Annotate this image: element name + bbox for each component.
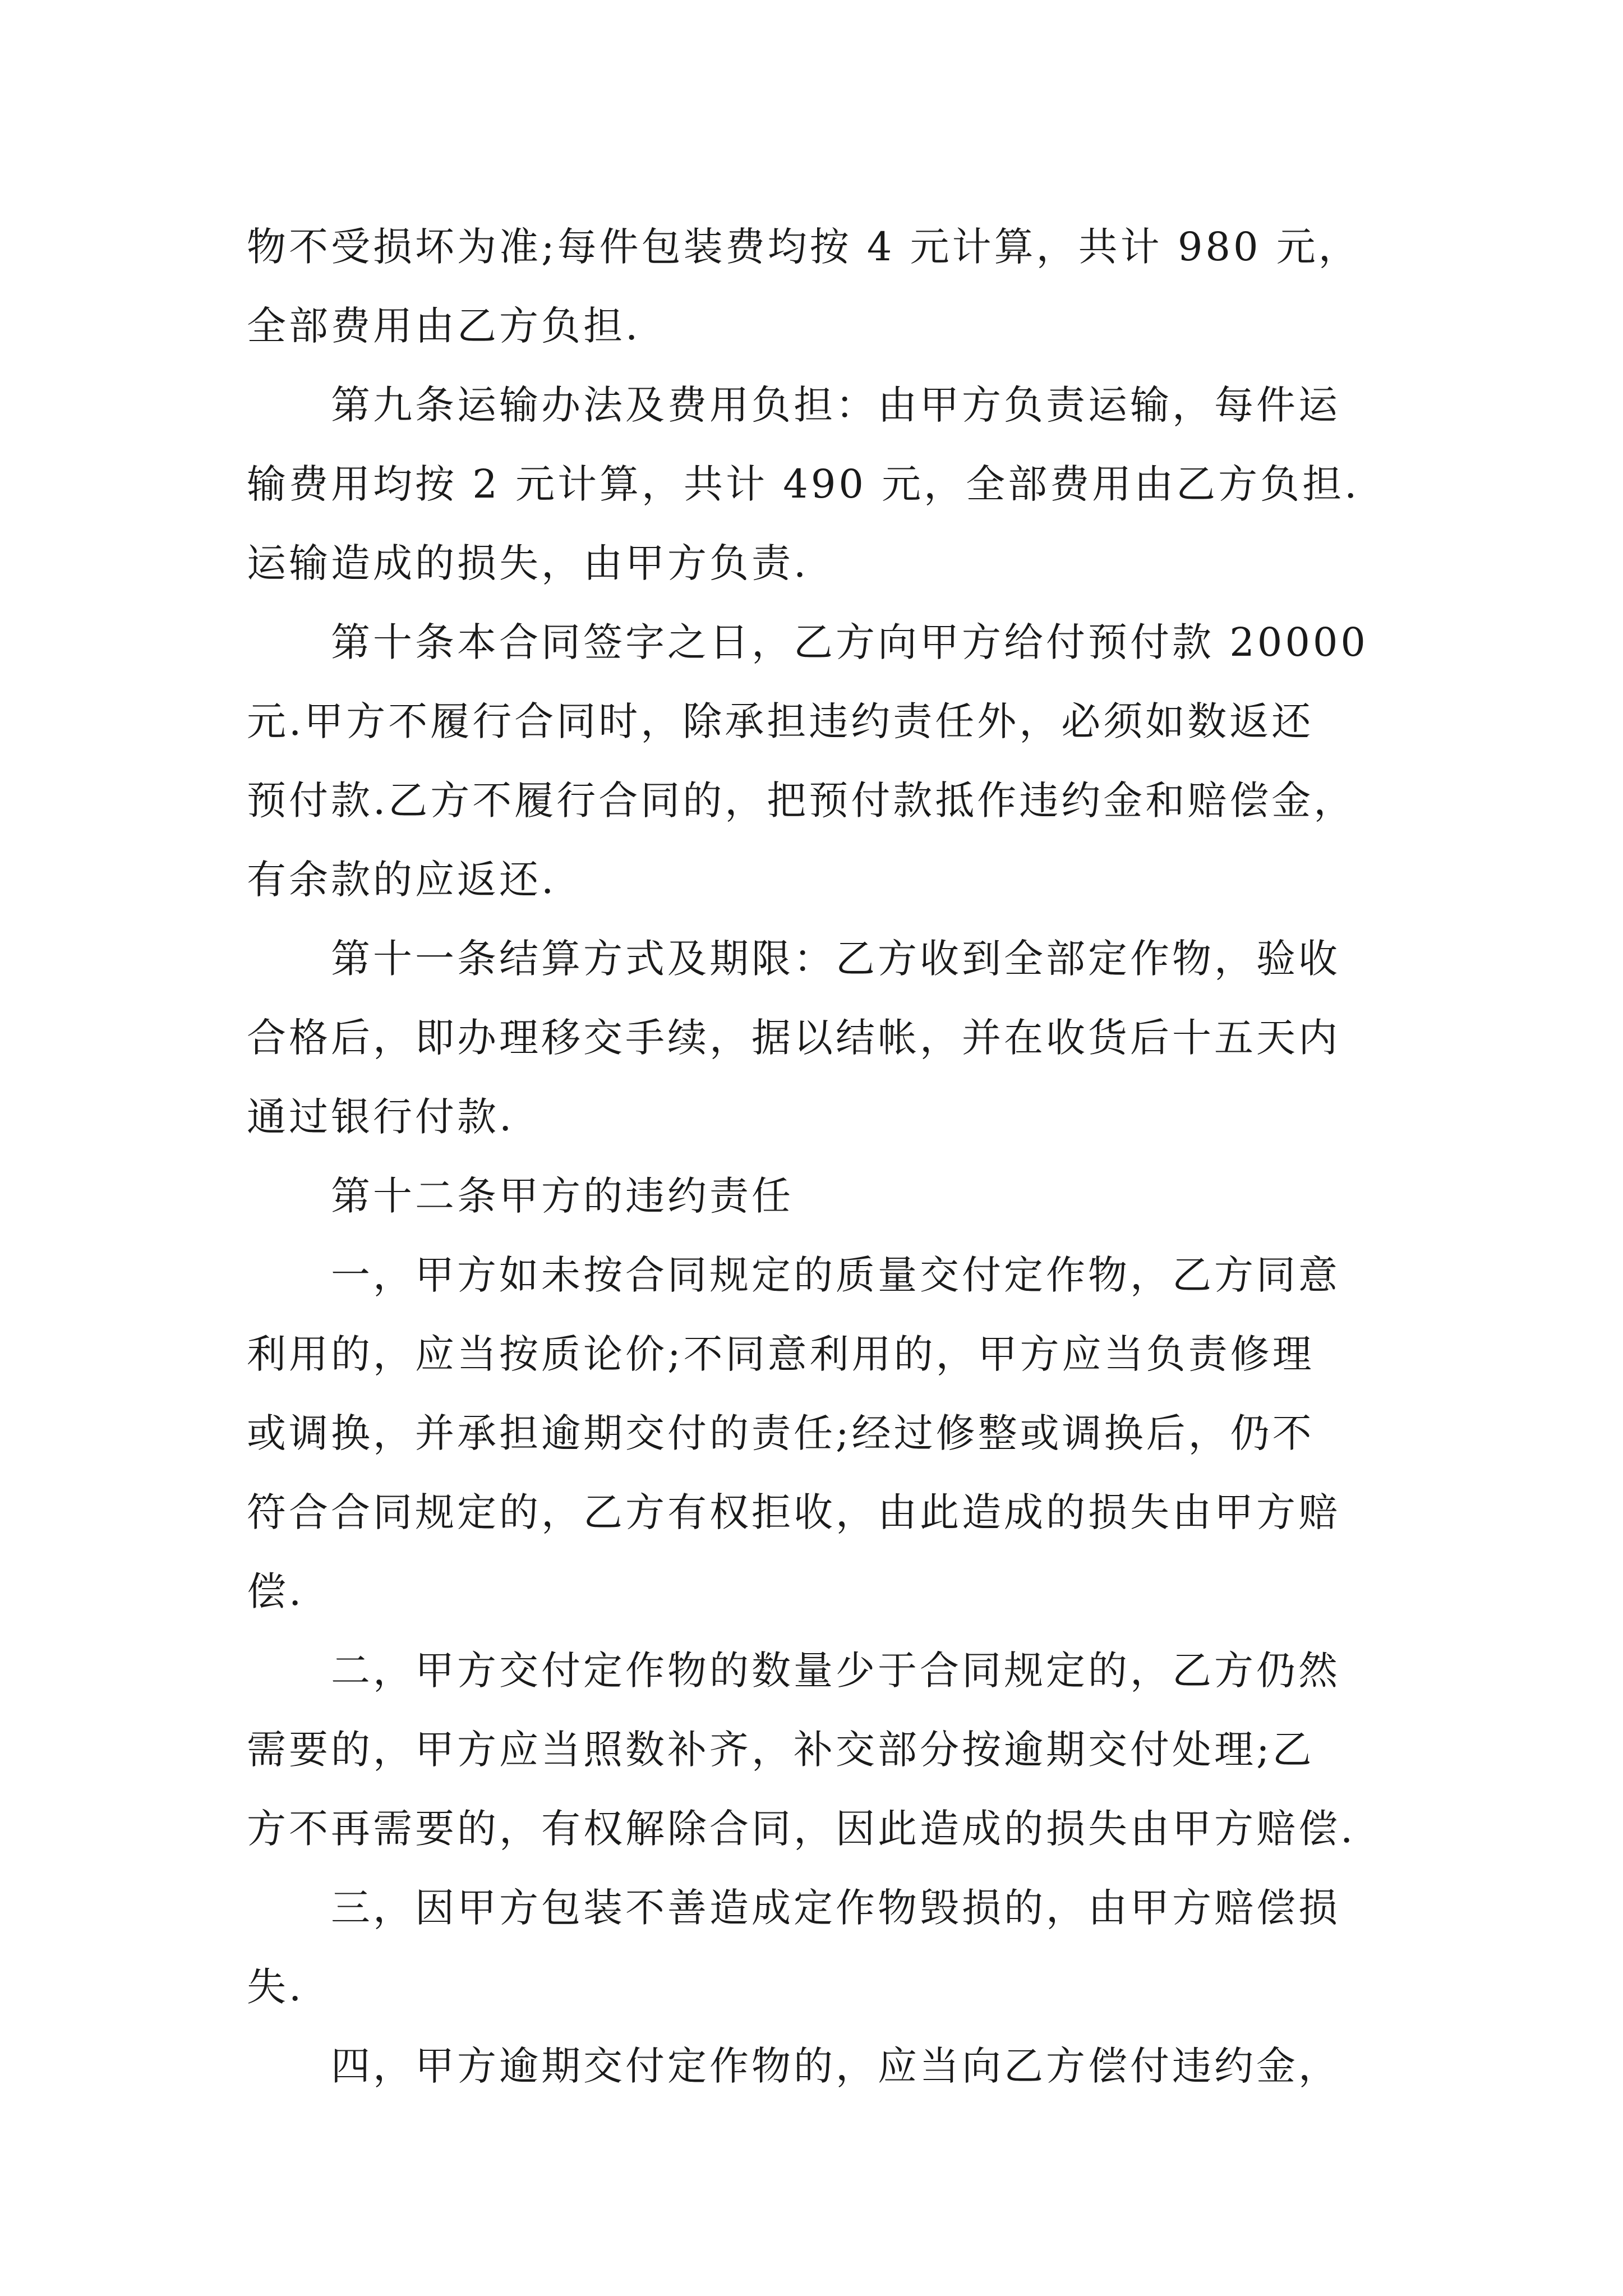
text-line: 元.甲方不履行合同时，除承担违约责任外，必须如数返还 [247,698,1314,744]
text-line: 运输造成的损失，由甲方负责. [247,540,809,586]
text-line: 合格后，即办理移交手续，据以结帐，并在收货后十五天内 [247,1015,1340,1061]
text-line: 三，因甲方包装不善造成定作物毁损的，由甲方赔偿损 [331,1885,1340,1931]
paragraph [247,919,1385,1157]
text-line: 第十一条结算方式及期限：乙方收到全部定作物，验收 [331,936,1340,982]
text-line: 一，甲方如未按合同规定的质量交付定作物，乙方同意 [331,1252,1340,1298]
text-line: 四，甲方逾期交付定作物的，应当向乙方偿付违约金， [331,2043,1340,2089]
text-line: 第十二条甲方的违约责任 [331,1173,794,1219]
text-line: 偿. [247,1568,305,1614]
paragraph [247,208,1385,366]
paragraph [247,2027,1385,2106]
text-line: 全部费用由乙方负担. [247,303,641,349]
text-line: 有余款的应返还. [247,857,557,903]
paragraph [247,1236,1385,1631]
paragraph [247,1631,1385,1869]
paragraph [247,1157,1385,1236]
paragraph [247,603,1385,919]
text-line: 或调换，并承担逾期交付的责任;经过修整或调换后，仍不 [247,1410,1315,1456]
text-line: 二，甲方交付定作物的数量少于合同规定的，乙方仍然 [331,1648,1340,1694]
paragraph [247,1869,1385,2027]
text-line: 通过银行付款. [247,1094,515,1140]
text-line: 失. [247,1964,305,2010]
text-line: 预付款.乙方不履行合同的，把预付款抵作违约金和赔偿金， [247,777,1356,823]
text-line: 利用的，应当按质论价;不同意利用的，甲方应当负责修理 [247,1331,1315,1377]
text-line: 方不再需要的，有权解除合同，因此造成的损失由甲方赔偿. [247,1806,1356,1852]
text-line: 需要的，甲方应当照数补齐，补交部分按逾期交付处理;乙 [247,1727,1315,1773]
text-line: 符合合同规定的，乙方有权拒收，由此造成的损失由甲方赔 [247,1489,1340,1535]
document-body [247,208,1385,2106]
text-line: 物不受损坏为准;每件包装费均按 4 元计算，共计 980 元， [247,224,1361,270]
text-line: 第九条运输办法及费用负担：由甲方负责运输，每件运 [331,382,1340,428]
text-line: 第十条本合同签字之日，乙方向甲方给付预付款 20000 [331,619,1368,665]
text-line: 输费用均按 2 元计算，共计 490 元，全部费用由乙方负担. [247,461,1360,507]
paragraph [247,366,1385,603]
